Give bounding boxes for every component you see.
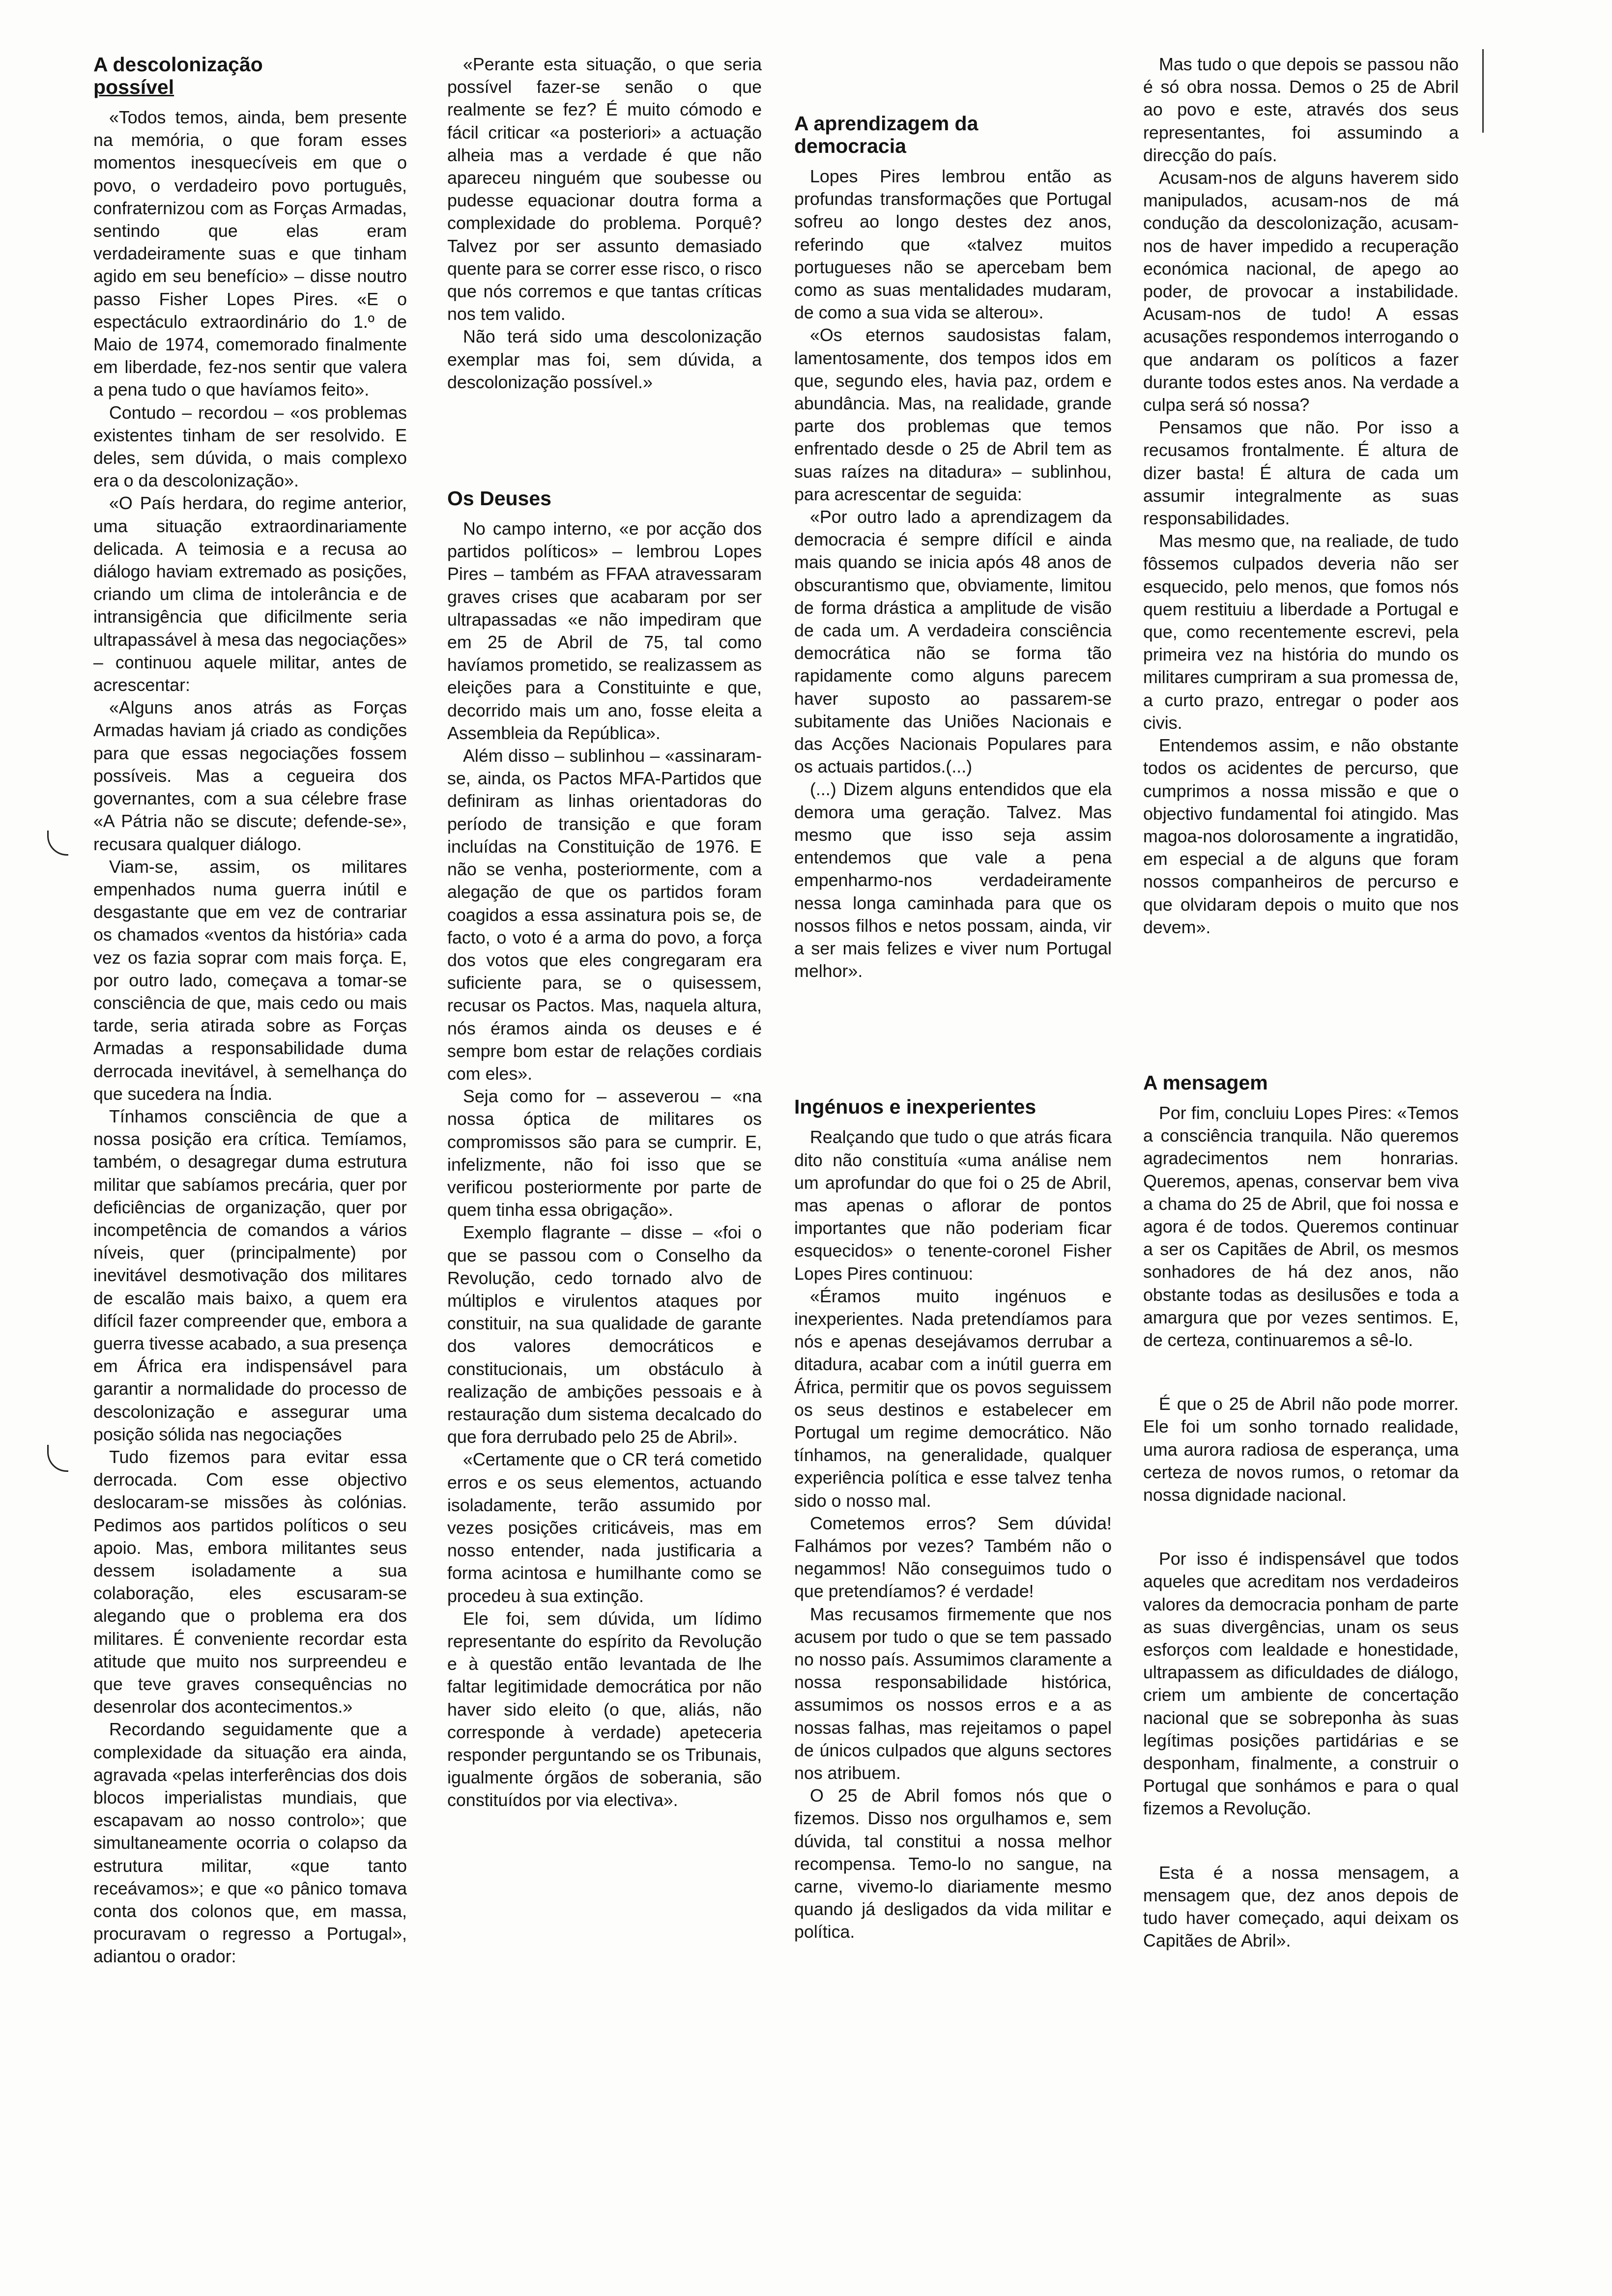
column-2 <box>447 53 762 1812</box>
paragraph: «Por outro lado a aprendizagem da democracia é sempre difícil e ainda mais quando se inicia após 48 anos de obscurantismo que, obviamente, limitou de forma drástica a amplitude de visão de cada um. A verdadeira consciência democrática não se forma tão rapidamente como alguns parecem haver suposto ao passarem-se subitamente das Uniões Nacionais e das Acções Nacionais Populares para os actuais partidos.(...) <box>794 507 1112 777</box>
paragraph: Ele foi, sem dúvida, um lídimo representante do espírito da Revolução e à questão então levantada de lhe faltar legitimidade democrática por não haver sido eleito (o que, aliás, não corresponde à verdade) apeteceria responder perguntando se os Tribunais, igualmente órgãos de soberania, são constituídos por via electiva». <box>447 1608 762 1810</box>
margin-bracket-mark <box>47 1445 68 1472</box>
paragraph: «Éramos muito ingénuos e inexperientes. Nada pretendíamos para nós e apenas desejávamos derrubar a ditadura, acabar com a inútil guerra em África, permitir que os povos seguissem os seus destinos e estabelecer em Portugal um regime democrático. Não tínhamos, na generalidade, qualquer experiência política e esse talvez tenha sido o nosso mal. <box>794 1286 1112 1511</box>
paragraph: Acusam-nos de alguns haverem sido manipulados, acusam-nos de má condução da descolonização, acusam-nos de haver impedido a recuperação económica nacional, de apego ao poder, de provocar a instabilidade. Acusam-nos de tudo! A essas acusações respondemos interrogando o que andaram os políticos a fazer durante todos estes anos. Na verdade a culpa será só nossa? <box>1143 168 1459 415</box>
paragraph: É que o 25 de Abril não pode morrer. Ele foi um sonho tornado realidade, uma aurora radiosa de esperança, uma certeza de novos rumos, o retomar da nossa dignidade nacional. <box>1143 1394 1459 1505</box>
paragraph: Seja como for – asseverou – «na nossa óptica de militares os compromissos são para se cumprir. E, infelizmente, não foi isso que se verificou posteriormente por parte de quem tinha essa obrigação». <box>447 1087 762 1220</box>
column-1 <box>93 53 407 1968</box>
paragraph: Pensamos que não. Por isso a recusamos frontalmente. É altura de dizer basta! É altura de cada um assumir integralmente as suas responsabilidades. <box>1143 418 1459 529</box>
paragraph: (...) Dizem alguns entendidos que ela demora uma geração. Talvez. Mas mesmo que isso seja assim entendemos que vale a pena empenharmo-nos verdadeiramente nessa longa caminhada para que os nossos filhos e netos possam, ainda, vir a ser mais felizes e viver num Portugal melhor». <box>794 779 1112 981</box>
paragraph: «O País herdara, do regime anterior, uma situação extraordinariamente delicada. A teimosia e a recusa ao diálogo haviam extremado as posições, criando um clima de intolerância e de intransigência que dificilmente seria ultrapassável à mesa das negociações» – continuou aquele militar, antes de acrescentar: <box>93 493 407 695</box>
heading-deuses: Os Deuses <box>447 487 551 510</box>
paragraph: «Perante esta situação, o que seria possível fazer-se senão o que realmente se fez? É muito cómodo e fácil criticar «a posteriori» a actuação alheia mas a verdade é que não apareceu ninguém que soubesse ou pudesse equacionar doutra forma a complexidade do problema. Porquê? Talvez por ser assunto demasiado quente para se correr esse risco, o risco que nós corremos e que tantas críticas nos tem valido. <box>447 55 762 324</box>
heading-mensagem: A mensagem <box>1143 1071 1268 1094</box>
paragraph: «Os eternos saudosistas falam, lamentosamente, dos tempos idos em que, segundo eles, havia paz, ordem e abundância. Mas, na realidade, grande parte dos problemas que temos enfrentado desde o 25 de Abril tem as suas raízes na ditadura» – sublinhou, para acrescentar de seguida: <box>794 325 1112 504</box>
paragraph: Entendemos assim, e não obstante todos os acidentes de percurso, que cumprimos a nossa missão e que o objectivo fundamental foi atingido. Mas magoa-nos dolorosamente a ingratidão, em especial a de alguns que foram nossos companheiros de percurso e que olvidaram depois o muito que nos devem». <box>1143 736 1459 937</box>
paragraph: No campo interno, «e por acção dos partidos políticos» – lembrou Lopes Pires – também as FFAA atravessaram graves crises que acabaram por ser ultrapassadas «e não impediram que em 25 de Abril de 75, tal como havíamos prometido, se realizassem as eleições para a Constituinte e que, decorrido mais um ano, fosse eleita a Assembleia da República». <box>447 519 762 743</box>
paragraph: Lopes Pires lembrou então as profundas transformações que Portugal sofreu ao longo destes dez anos, referindo que «talvez muitos portugueses não se apercebam bem como as suas mentalidades mudaram, de como a sua vida se alterou». <box>794 167 1112 323</box>
paragraph: «Certamente que o CR terá cometido erros e os seus elementos, actuando isoladamente, terão assumido por vezes posições criticáveis, mas em nosso entender, nada justificaria a forma acintosa e humilhante como se procedeu à sua extinção. <box>447 1450 762 1606</box>
paragraph: Tudo fizemos para evitar essa derrocada. Com esse objectivo deslocaram-se missões às colónias. Pedimos aos partidos políticos o seu apoio. Mas, embora militantes seus dessem isoladamente a sua colaboração, eles escusaram-se alegando que o problema era dos militares. É conveniente recordar esta atitude que muito nos surpreendeu e que teve graves consequências no desenrolar dos acontecimentos.» <box>93 1447 407 1717</box>
paragraph: Mas mesmo que, na realiade, de tudo fôssemos culpados deveria não ser esquecido, pelo menos, que fomos nós quem restituiu a liberdade a Portugal e que, como recentemente escrevi, pela primeira vez na história do mundo os militares cumpriram a sua promessa de, a curto prazo, entregar o poder aos civis. <box>1143 531 1459 733</box>
paragraph: Exemplo flagrante – disse – «foi o que se passou com o Conselho da Revolução, cedo tornado alvo de múltiplos e virulentos ataques por constituir, na sua qualidade de garante dos valores democráticos e constitucionais, um obstáculo à realização de ambições pessoais e à restauração dum sistema decalcado do que fora derrubado pelo 25 de Abril». <box>447 1223 762 1447</box>
heading-ingenuos: Ingénuos e inexperientes <box>794 1095 1036 1119</box>
heading-aprendizagem: A aprendizagem da democracia <box>794 112 979 157</box>
paragraph: Mas recusamos firmemente que nos acusem por tudo o que se tem passado no nosso país. Assumimos claramente a nossa responsabilidade histórica, assumimos os nossos erros e a as nossas falhas, mas rejeitamos o papel de únicos culpados que alguns sectores nos atribuem. <box>794 1604 1112 1783</box>
paragraph: Recordando seguidamente que a complexidade da situação era ainda, agravada «pelas interferências dos dois blocos imperialistas mundiais, que escapavam ao nosso controlo»; que simultaneamente ocorria o colapso da estrutura militar, «que tanto receávamos»; e que «o pânico tomava conta dos colonos que, em massa, procuravam o regresso a Portugal», adiantou o orador: <box>93 1720 407 1967</box>
paragraph: «Alguns anos atrás as Forças Armadas haviam já criado as condições para que essas negociações fossem possíveis. Mas a cegueira dos governantes, com a sua célebre frase «A Pátria não se discute; defende-se», recusara qualquer diálogo. <box>93 698 407 854</box>
paragraph: Viam-se, assim, os militares empenhados numa guerra inútil e desgastante que em vez de contrariar os chamados «ventos da história» cada vez os fazia soprar com mais força. E, por outro lado, começava a tomar-se consciência de que, mais cedo ou mais tarde, seria atirada sobre as Forças Armadas a responsabilidade duma derrocada inevitável, à semelhança do que sucedera na Índia. <box>93 857 407 1104</box>
paragraph: Esta é a nossa mensagem, a mensagem que, dez anos depois de tudo haver começado, aqui deixam os Capitães de Abril». <box>1143 1863 1459 1951</box>
column-4 <box>1143 53 1459 1952</box>
paragraph: O 25 de Abril fomos nós que o fizemos. Disso nos orgulhamos e, sem dúvida, tal constitui a nossa melhor recompensa. Temo-lo no sangue, na carne, vivemo-lo diariamente mesmo quando já desligados da vida militar e política. <box>794 1786 1112 1942</box>
paragraph: Realçando que tudo o que atrás ficara dito não constituía «uma análise nem um aprofundar do que foi o 25 de Abril, mas apenas o aflorar de pontos importantes que não poderiam ficar esquecidos» o tenente-coronel Fisher Lopes Pires continuou: <box>794 1127 1112 1284</box>
paragraph: Mas tudo o que depois se passou não é só obra nossa. Demos o 25 de Abril ao povo e este, através dos seus representantes, foi assumindo a direcção do país. <box>1143 55 1459 165</box>
paragraph: Cometemos erros? Sem dúvida! Falhámos por vezes? Também não o negammos! Não conseguimos tudo o que pretendíamos? é verdade! <box>794 1513 1112 1602</box>
paragraph: Tínhamos consciência de que a nossa posição era crítica. Temíamos, também, o desagregar duma estrutura militar que sabíamos precária, quer por deficiências de organização, quer por incompetência de comandos a vários níveis, quer (principalmente) por inevitável desmotivação dos militares de escalão mais baixo, a quem era difícil fazer compreender que, embora a guerra tivesse acabado, a sua presença em África era indispensável para garantir a normalidade do processo de descolonização e assegurar uma posição sólida nas negociações <box>93 1106 407 1444</box>
paragraph: Contudo – recordou – «os problemas existentes tinham de ser resolvido. E deles, sem dúvida, o mais complexo era o da descolonização». <box>93 402 407 491</box>
paragraph: Além disso – sublinhou – «assinaram-se, ainda, os Pactos MFA-Partidos que definiram as linhas orientadoras do período de transição e que foram incluídas na Constituição de 1976. E não se venha, posteriormente, com a alegação de que os partidos foram coagidos a essa assinatura pois se, de facto, o voto é a arma do povo, a força dos votos que eles congregaram era suficiente para, se o quisessem, recusar os Pactos. Mas, naquela altura, nós éramos ainda os deuses e é sempre bom estar de relações cordiais com eles». <box>447 746 762 1084</box>
margin-bracket-mark <box>47 831 68 856</box>
margin-line-mark <box>1482 49 1484 133</box>
paragraph: «Todos temos, ainda, bem presente na memória, o que foram esses momentos inesquecíveis em que o povo, o verdadeiro povo português, confraternizou com as Forças Armadas, sentindo que elas eram verdadeiramente suas e que tinham agido em seu benefício» – disse noutro passo Fisher Lopes Pires. «E o espectáculo extraordinário do 1.º de Maio de 1974, comemorado finalmente em liberdade, fez-nos sentir que valera a pena tudo o que havíamos feito». <box>93 108 407 400</box>
paragraph: Por isso é indispensável que todos aqueles que acreditam nos verdadeiros valores da democracia ponham de parte as suas divergências, unam os seus esforços com lealdade e honestidade, ultrapassem as dificuldades de diálogo, criem um ambiente de concertação nacional que se sobreponha às suas legítimas posições partidárias e se desponham, finalmente, a construir o Portugal que sonhámos e para o qual fizemos a Revolução. <box>1143 1549 1459 1819</box>
paragraph: Por fim, concluiu Lopes Pires: «Temos a consciência tranquila. Não queremos agradecimentos nem honrarias. Queremos, apenas, conservar bem viva a chama do 25 de Abril, que foi nossa e agora é de todos. Queremos continuar a ser os Capitães de Abril, os mesmos sonhadores de há dez anos, não obstante todas as desilusões e toda a amargura que por vezes sentimos. E, de certeza, continuaremos a sê-lo. <box>1143 1103 1459 1350</box>
paragraph: Não terá sido uma descolonização exemplar mas foi, sem dúvida, a descolonização possível.» <box>447 327 762 392</box>
column-3 <box>794 53 1112 1944</box>
heading-descolonizacao: A descolonização possível <box>93 53 263 98</box>
